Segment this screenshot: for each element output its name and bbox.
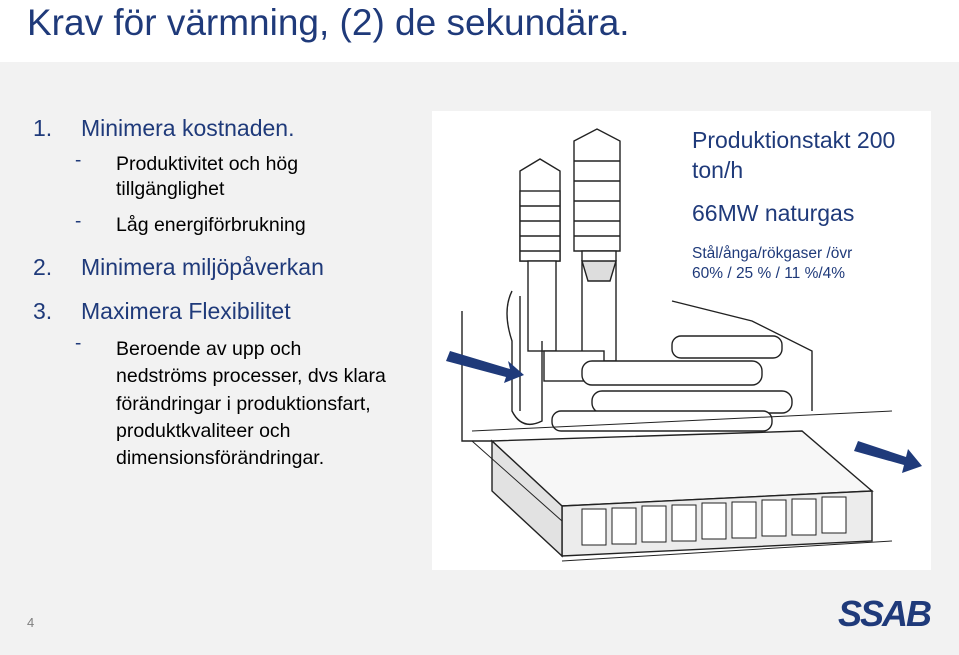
- slide-title: Krav för värmning, (2) de sekundära.: [27, 2, 630, 43]
- caption-production-rate: Produktionstakt 200 ton/h: [692, 127, 896, 183]
- outlet-arrow: [854, 441, 922, 473]
- dash-bullet: -: [75, 211, 82, 232]
- list-text: Minimera kostnaden.: [81, 115, 295, 141]
- logo-text: SSAB: [838, 596, 931, 630]
- list-item-1: [33, 115, 295, 142]
- ssab-logo: [838, 596, 935, 630]
- list-text: Minimera miljöpåverkan: [81, 254, 324, 280]
- list-number: 1.: [33, 115, 53, 141]
- list-item-3: [33, 298, 291, 325]
- page-number: 4: [27, 615, 35, 630]
- list-number: 3.: [33, 298, 53, 324]
- sub-item-productivity: Produktivitet och hög tillgänglighet: [116, 153, 299, 200]
- caption-shares-values: 60% / 25 % / 11 %/4%: [692, 265, 846, 282]
- dash-bullet: -: [75, 150, 82, 171]
- caption-shares-label: Stål/ånga/rökgaser /övr: [692, 245, 853, 262]
- list-item-2: [33, 254, 324, 281]
- dash-bullet: -: [75, 333, 82, 354]
- list-text: Maximera Flexibilitet: [81, 298, 291, 324]
- list-number: 2.: [33, 254, 53, 280]
- sub-item-flexibility: Beroende av upp och nedströms processer, dvs klara förändringar i produktionsfart, produktkvaliteer och dimensionsförändringar.: [116, 338, 386, 470]
- sub-item-energy: Låg energiförbrukning: [116, 214, 306, 236]
- caption-gas: 66MW naturgas: [692, 200, 855, 226]
